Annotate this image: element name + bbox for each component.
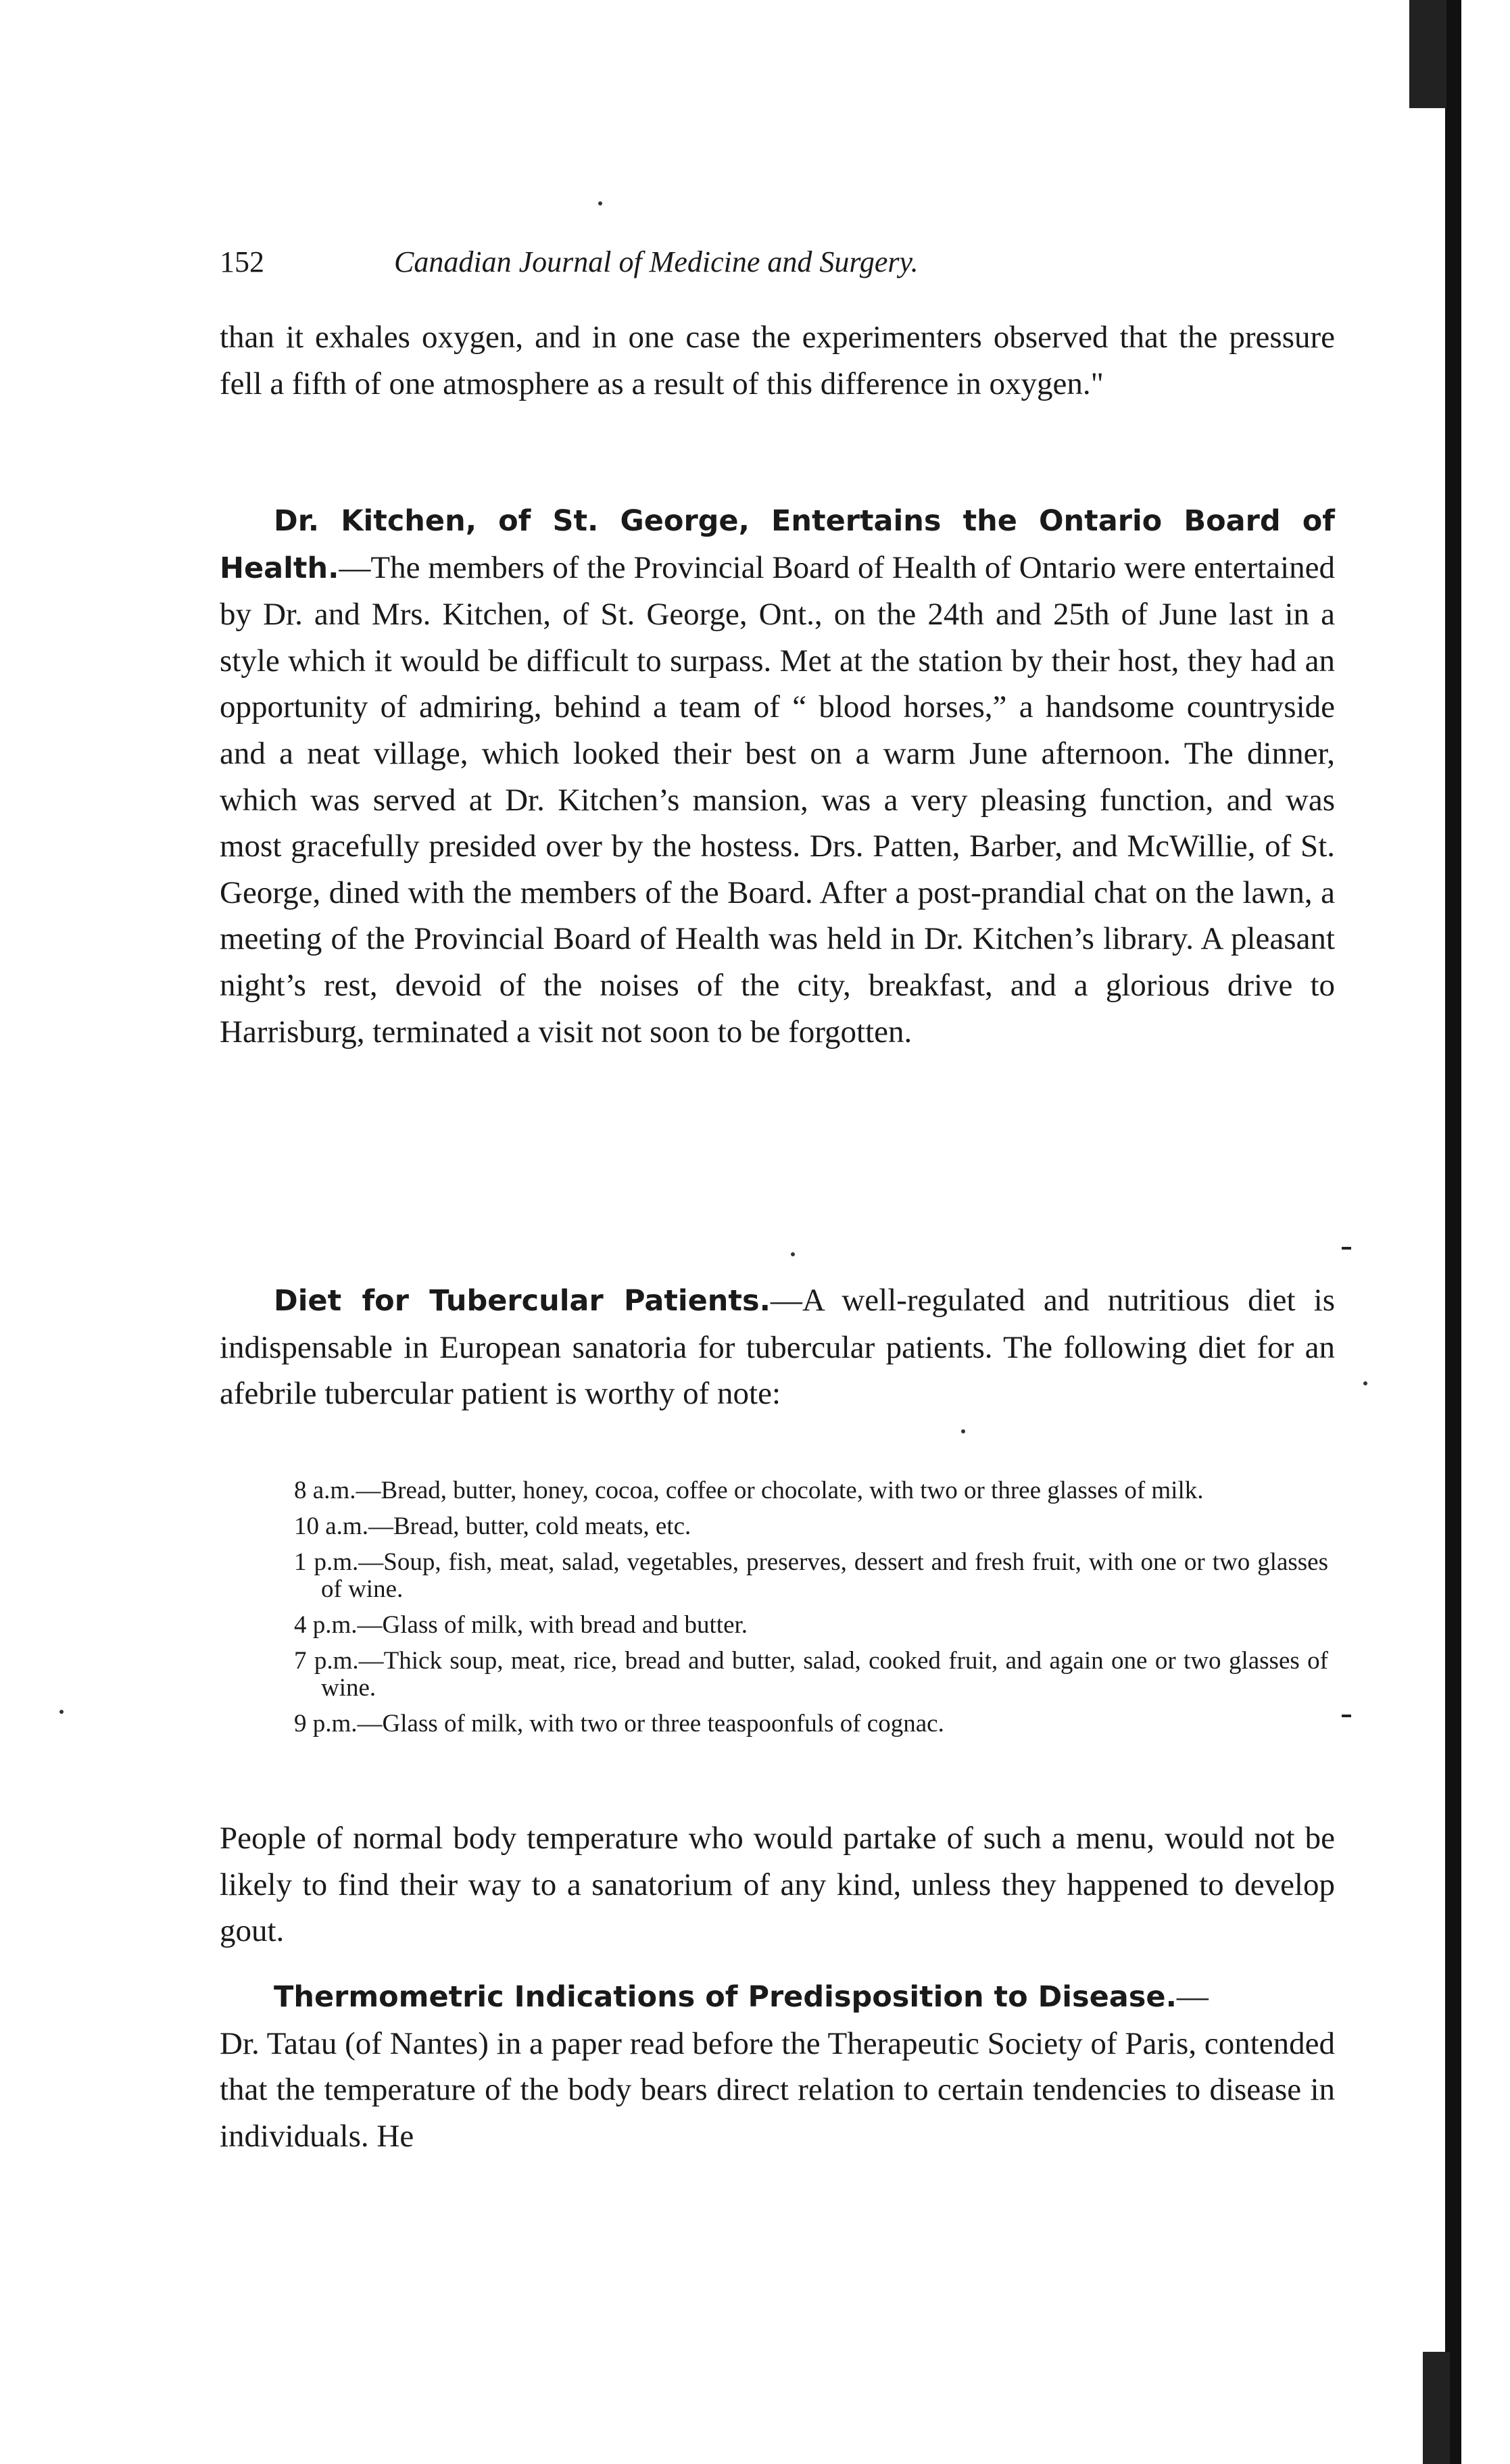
- continuation-paragraph: [220, 314, 1335, 407]
- continuation-text: than it exhales oxygen, and in one case the experimenters observed that the pressure fell a fifth of one atmosphere as a result of this difference in oxygen.": [220, 320, 1335, 401]
- menu-item: 4 p.m.—Glass of milk, with bread and butter.: [294, 1611, 748, 1639]
- article-kitchen: [220, 497, 1335, 1055]
- article-body-thermometric: Dr. Tatau (of Nantes) in a paper read before the Therapeutic Society of Paris, contended that the temperature of the body bears direct relation to certain tendencies to disease in individuals. He: [220, 2025, 1335, 2154]
- article-heading-kitchen: Dr. Kitchen, of St. George, Entertains the Ontario Board of Health.: [220, 504, 1335, 585]
- stray-dot: [961, 1429, 965, 1433]
- stray-dot: [791, 1252, 795, 1256]
- binding-shadow: [1445, 0, 1461, 2464]
- article-heading-diet: Diet for Tubercular Patients.: [274, 1284, 771, 1318]
- diet-menu: [294, 1477, 1328, 1746]
- binding-speck: [1423, 2352, 1450, 2464]
- binding-speck: [1409, 0, 1446, 108]
- journal-title: Canadian Journal of Medicine and Surgery.: [394, 245, 919, 278]
- page-header: [220, 245, 1335, 292]
- menu-item: 7 p.m.—Thick soup, meat, rice, bread and butter, salad, cooked fruit, and again one or two glasses of wine.: [294, 1647, 1328, 1702]
- menu-item: 9 p.m.—Glass of milk, with two or three teaspoonfuls of cognac.: [294, 1710, 944, 1738]
- stray-dot: [59, 1710, 64, 1714]
- after-menu-text: People of normal body temperature who would partake of such a menu, would not be likely to find their way to a sanatorium of any kind, unless they happened to develop gout.: [220, 1821, 1335, 1949]
- after-menu-paragraph: [220, 1815, 1335, 1954]
- stray-dot: [1363, 1381, 1367, 1385]
- menu-item: 8 a.m.—Bread, butter, honey, cocoa, coffee or chocolate, with two or three glasses of milk.: [294, 1477, 1204, 1504]
- stray-dot: [598, 201, 602, 205]
- page-number: 152: [220, 245, 264, 278]
- heading-dash: —: [1176, 1979, 1209, 2014]
- article-body-diet: —A well-regulated and nutritious diet is indispensable in European sanatoria for tubercular patients. The following diet for an afebrile tubercular patient is worthy of note:: [220, 1283, 1335, 1412]
- article-thermometric: [220, 1973, 1335, 2159]
- article-diet: [220, 1277, 1335, 1417]
- menu-item: 10 a.m.—Bread, butter, cold meats, etc.: [294, 1512, 691, 1540]
- menu-item: 1 p.m.—Soup, fish, meat, salad, vegetables, preserves, dessert and fresh fruit, with one or two glasses of wine.: [294, 1548, 1328, 1603]
- article-heading-thermometric: Thermometric Indications of Predisposition to Disease.: [274, 1980, 1177, 2014]
- stray-mark: [1342, 1247, 1351, 1250]
- article-body-kitchen: —The members of the Provincial Board of Health of Ontario were entertained by Dr. and Mrs. Kitchen, of St. George, Ont., on the 24th and 25th of June last in a style which it would be difficult to surpass. Met at the station by their host, they had an opportunity of admiring, behind a team of “ blood horses,” a handsome countryside and a neat village, which looked their best on a warm June afternoon. The dinner, which was served at Dr. Kitchen’s mansion, was a very pleasing function, and was most gracefully presided over by the hostess. Drs. Patten, Barber, and McWillie, of St. George, dined with the members of the Board. After a post-prandial chat on the lawn, a meeting of the Provincial Board of Health was held in Dr. Kitchen’s library. A pleasant night’s rest, devoid of the noises of the city, breakfast, and a glorious drive to Harrisburg, terminated a visit not soon to be forgotten.: [220, 549, 1335, 1050]
- stray-mark: [1342, 1715, 1351, 1717]
